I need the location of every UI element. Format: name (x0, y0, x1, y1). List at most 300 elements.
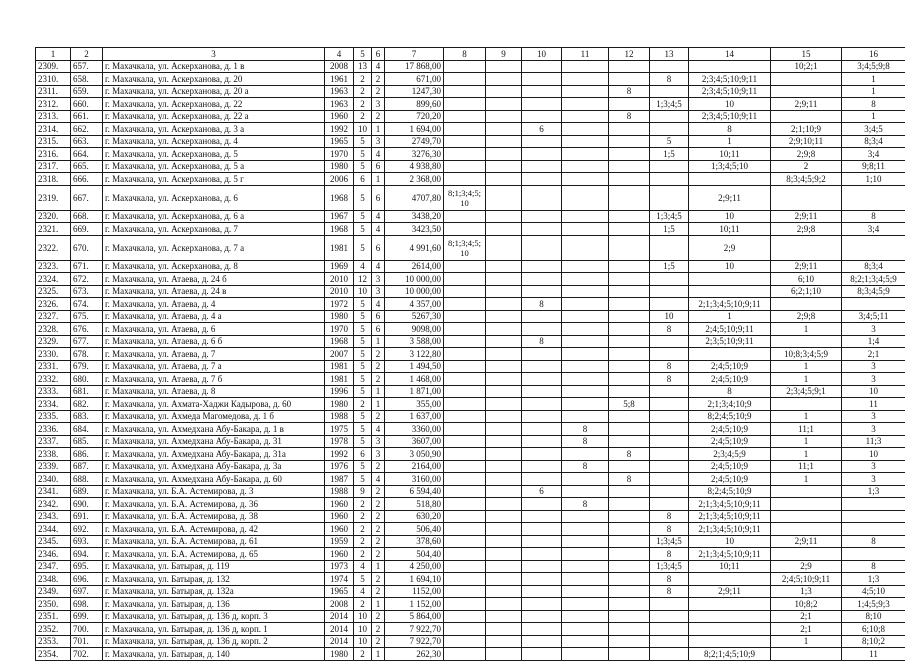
table-cell: 7 922,70 (385, 623, 444, 636)
table-cell: 10 (650, 310, 689, 323)
table-cell: 4 (354, 585, 372, 598)
table-cell: 2;1;3;4;5;10;9;11 (689, 523, 771, 536)
table-cell: 8 (609, 473, 650, 486)
table-cell (486, 160, 522, 173)
table-row (36, 60, 905, 73)
table-cell: 2351. (36, 610, 71, 623)
table-cell: 5 (354, 435, 372, 448)
table-cell (609, 73, 650, 86)
table-cell: 9 (354, 485, 372, 498)
table-cell (609, 648, 650, 661)
table-cell: 8 (650, 323, 689, 336)
table-cell (562, 110, 609, 123)
table-cell (486, 423, 522, 436)
table-cell: 685. (71, 435, 103, 448)
table-cell (609, 273, 650, 286)
table-cell: 2;3;4;5;10;9;11 (689, 73, 771, 86)
table-cell (444, 598, 486, 611)
table-cell (842, 185, 905, 210)
table-cell (771, 523, 842, 536)
table-cell (486, 573, 522, 586)
table-cell: 5 (354, 360, 372, 373)
table-cell: 2314. (36, 123, 71, 136)
table-cell: г. Махачкала, ул. Б.А. Астемирова, д. 42 (103, 523, 325, 536)
table-cell (609, 585, 650, 598)
table-cell: 1968 (325, 185, 354, 210)
table-cell (444, 310, 486, 323)
table-cell (444, 335, 486, 348)
table-cell (650, 398, 689, 411)
table-cell: 10 000,00 (385, 273, 444, 286)
table-cell (562, 623, 609, 636)
table-cell: г. Махачкала, ул. Атаева, д. 8 (103, 385, 325, 398)
table-cell: 1 (689, 135, 771, 148)
table-row (36, 448, 905, 461)
table-cell: 2;9;10;11 (771, 135, 842, 148)
table-cell (486, 635, 522, 648)
table-cell: 10 (842, 448, 905, 461)
table-cell (650, 410, 689, 423)
table-cell: 1980 (325, 310, 354, 323)
table-cell (609, 485, 650, 498)
table-cell: 5 (354, 148, 372, 161)
table-cell: 11 (842, 648, 905, 661)
table-cell: 4 (372, 298, 385, 311)
table-cell: 8;3;4 (842, 135, 905, 148)
table-cell (486, 510, 522, 523)
table-cell (444, 323, 486, 336)
table-cell (689, 273, 771, 286)
table-cell (522, 648, 562, 661)
table-cell: г. Махачкала, ул. Аскерханова, д. 6 (103, 185, 325, 210)
table-cell: 671,00 (385, 73, 444, 86)
table-cell (444, 298, 486, 311)
table-cell: 6 (522, 485, 562, 498)
table-cell: г. Махачкала, ул. Ахмедхана Абу-Бакара, д. 31а (103, 448, 325, 461)
table-cell: 8 (689, 385, 771, 398)
table-cell: 1 (372, 173, 385, 186)
table-cell (609, 523, 650, 536)
table-cell: 677. (71, 335, 103, 348)
table-cell: 2323. (36, 260, 71, 273)
table-cell: 355,00 (385, 398, 444, 411)
table-cell: 5 (354, 210, 372, 223)
table-row (36, 535, 905, 548)
table-cell: 2348. (36, 573, 71, 586)
table-cell: 8 (842, 210, 905, 223)
table-cell: 5 (354, 348, 372, 361)
table-cell: 3607,00 (385, 435, 444, 448)
table-cell: 2 (372, 585, 385, 598)
table-cell (522, 523, 562, 536)
table-cell (444, 560, 486, 573)
table-row (36, 235, 905, 260)
table-cell: 2 (354, 85, 372, 98)
table-cell: 2 (372, 85, 385, 98)
table-cell (562, 235, 609, 260)
table-cell: 702. (71, 648, 103, 661)
table-cell: 2329. (36, 335, 71, 348)
table-cell: 676. (71, 323, 103, 336)
table-cell (522, 310, 562, 323)
table-cell: 659. (71, 85, 103, 98)
table-cell (444, 498, 486, 511)
table-cell: 4 938,80 (385, 160, 444, 173)
table-cell (522, 473, 562, 486)
table-cell: 2331. (36, 360, 71, 373)
table-cell (486, 485, 522, 498)
table-cell: 2 (372, 348, 385, 361)
table-cell: 2 (354, 523, 372, 536)
table-cell (650, 423, 689, 436)
table-row (36, 523, 905, 536)
table-cell: 5 (354, 573, 372, 586)
table-cell (771, 298, 842, 311)
table-cell: 686. (71, 448, 103, 461)
table-cell: 1992 (325, 448, 354, 461)
table-cell: 2;9;11 (771, 535, 842, 548)
table-cell: 3;4 (842, 148, 905, 161)
table-cell: 1;3 (842, 485, 905, 498)
table-cell: 2 (372, 535, 385, 548)
table-cell (562, 323, 609, 336)
table-cell: 1 694,00 (385, 123, 444, 136)
table-cell: 2 (372, 573, 385, 586)
table-cell (444, 223, 486, 236)
table-cell: 1 694,10 (385, 573, 444, 586)
table-cell: 2337. (36, 435, 71, 448)
table-cell: 3 (372, 273, 385, 286)
table-cell: 1970 (325, 148, 354, 161)
table-cell: 8 (562, 423, 609, 436)
table-row (36, 135, 905, 148)
table-cell (771, 85, 842, 98)
table-cell: 666. (71, 173, 103, 186)
table-cell: 2350. (36, 598, 71, 611)
table-cell: 657. (71, 60, 103, 73)
table-cell: 1981 (325, 373, 354, 386)
table-cell: 1;5 (650, 260, 689, 273)
table-cell: 679. (71, 360, 103, 373)
table-cell: 2 (372, 523, 385, 536)
table-cell: 2322. (36, 235, 71, 260)
table-cell: 1963 (325, 98, 354, 111)
table-cell: 6 (522, 123, 562, 136)
table-cell: 5 (354, 298, 372, 311)
table-cell: г. Махачкала, ул. Батырая, д. 136 д, корп. 2 (103, 635, 325, 648)
table-cell (522, 73, 562, 86)
table-cell: 2316. (36, 148, 71, 161)
table-cell: 8 (562, 498, 609, 511)
table-cell: 1961 (325, 73, 354, 86)
table-cell (562, 123, 609, 136)
table-cell (562, 73, 609, 86)
table-cell: 10 (354, 635, 372, 648)
table-cell: 1 (372, 598, 385, 611)
table-cell (444, 135, 486, 148)
table-cell (486, 298, 522, 311)
table-cell (522, 235, 562, 260)
table-cell: 2319. (36, 185, 71, 210)
table-cell (522, 610, 562, 623)
table-cell: 504,40 (385, 548, 444, 561)
table-cell: 8;3;4;5;9 (842, 285, 905, 298)
table-cell: г. Махачкала, ул. Аскерханова, д. 7 а (103, 235, 325, 260)
table-row (36, 398, 905, 411)
table-cell: 8 (842, 560, 905, 573)
table-cell: 2344. (36, 523, 71, 536)
table-cell: 2 (354, 73, 372, 86)
table-cell (486, 535, 522, 548)
table-cell: 2;1;3;4;5;10;9;11 (689, 298, 771, 311)
table-cell (609, 623, 650, 636)
table-cell: 2;9;8 (771, 223, 842, 236)
table-row (36, 185, 905, 210)
table-row (36, 360, 905, 373)
table-cell: 695. (71, 560, 103, 573)
table-cell (609, 560, 650, 573)
table-cell: 5267,30 (385, 310, 444, 323)
table-row (36, 73, 905, 86)
table-cell (842, 523, 905, 536)
table-cell (562, 348, 609, 361)
table-cell: г. Махачкала, ул. Атаева, д. 6 (103, 323, 325, 336)
table-cell: 518,80 (385, 498, 444, 511)
table-cell (562, 335, 609, 348)
table-cell: 681. (71, 385, 103, 398)
column-header: 9 (486, 48, 522, 61)
table-cell (562, 448, 609, 461)
table-cell: 1960 (325, 523, 354, 536)
table-cell: 2 (372, 635, 385, 648)
table-cell: 6 (372, 160, 385, 173)
table-cell: 720,20 (385, 110, 444, 123)
table-cell (562, 85, 609, 98)
table-cell: г. Махачкала, ул. Ахмедхана Абу-Бакара, д. 3а (103, 460, 325, 473)
table-cell (609, 498, 650, 511)
table-cell (522, 598, 562, 611)
table-cell: 5 (354, 460, 372, 473)
table-cell: 8;2;4;5;10;9 (689, 410, 771, 423)
table-row (36, 473, 905, 486)
table-cell: 2 (354, 598, 372, 611)
table-cell (650, 598, 689, 611)
table-cell: 6 (372, 185, 385, 210)
table-cell: 4 (372, 148, 385, 161)
table-cell: 8;10;2 (842, 635, 905, 648)
table-cell (771, 485, 842, 498)
table-cell: 1;3;4;5 (650, 98, 689, 111)
table-cell: 4 (372, 260, 385, 273)
table-cell: 378,60 (385, 535, 444, 548)
table-cell: 1 871,00 (385, 385, 444, 398)
table-cell (650, 60, 689, 73)
table-cell (444, 273, 486, 286)
table-cell: 4 250,00 (385, 560, 444, 573)
table-cell: 2 (354, 535, 372, 548)
table-row (36, 610, 905, 623)
table-cell: 2325. (36, 285, 71, 298)
table-cell (609, 223, 650, 236)
table-cell (486, 85, 522, 98)
table-cell (650, 435, 689, 448)
table-cell: г. Махачкала, ул. Атаева, д. 4 а (103, 310, 325, 323)
table-cell (444, 523, 486, 536)
table-cell: 2332. (36, 373, 71, 386)
table-cell (444, 110, 486, 123)
table-row (36, 98, 905, 111)
table-cell: 4 (372, 60, 385, 73)
table-cell: 2313. (36, 110, 71, 123)
table-cell (486, 235, 522, 260)
table-cell (650, 123, 689, 136)
table-row (36, 510, 905, 523)
table-cell (609, 310, 650, 323)
table-cell: 1981 (325, 235, 354, 260)
table-cell: 4 (372, 473, 385, 486)
table-cell (522, 323, 562, 336)
table-cell (486, 360, 522, 373)
table-cell: 2;9;11 (771, 98, 842, 111)
table-cell: г. Махачкала, ул. Батырая, д. 136 (103, 598, 325, 611)
table-cell: 4 991,60 (385, 235, 444, 260)
table-cell: 700. (71, 623, 103, 636)
table-cell: 2;1;10;9 (771, 123, 842, 136)
table-row (36, 298, 905, 311)
table-cell: 1 (372, 123, 385, 136)
table-cell (609, 285, 650, 298)
table-cell (444, 623, 486, 636)
table-cell (486, 548, 522, 561)
table-cell: 2;4;5;10;9;11 (771, 573, 842, 586)
table-cell: 3;4;5;9;8 (842, 60, 905, 73)
table-cell: 8;2;4;5;10;9 (689, 485, 771, 498)
table-cell: 2341. (36, 485, 71, 498)
table-cell (444, 398, 486, 411)
table-cell: 3276,30 (385, 148, 444, 161)
table-cell: 13 (354, 60, 372, 73)
table-cell: 1960 (325, 110, 354, 123)
table-cell (771, 185, 842, 210)
table-cell: 1;3;4;5 (650, 560, 689, 573)
table-cell (444, 585, 486, 598)
table-cell: 1 (771, 473, 842, 486)
table-cell (444, 385, 486, 398)
table-cell: 1 (771, 410, 842, 423)
table-cell: 3 (842, 360, 905, 373)
table-cell: 1 (771, 435, 842, 448)
table-row (36, 273, 905, 286)
table-cell (486, 310, 522, 323)
table-cell (486, 98, 522, 111)
table-cell (522, 135, 562, 148)
table-cell: 1975 (325, 423, 354, 436)
table-cell: 11;1 (771, 460, 842, 473)
table-cell (486, 448, 522, 461)
table-cell: 1968 (325, 223, 354, 236)
table-cell: 2342. (36, 498, 71, 511)
table-cell: г. Махачкала, ул. Аскерханова, д. 8 (103, 260, 325, 273)
table-cell (842, 498, 905, 511)
table-cell: 2;9;11 (771, 210, 842, 223)
table-cell (689, 60, 771, 73)
table-cell: 3 122,80 (385, 348, 444, 361)
table-cell (609, 60, 650, 73)
table-row (36, 160, 905, 173)
table-cell: 1 (689, 310, 771, 323)
table-cell: 683. (71, 410, 103, 423)
table-cell (522, 148, 562, 161)
table-cell (609, 535, 650, 548)
table-cell (486, 610, 522, 623)
table-cell (444, 548, 486, 561)
table-cell (609, 598, 650, 611)
table-cell: 3 (842, 423, 905, 436)
table-cell (689, 173, 771, 186)
table-cell (444, 210, 486, 223)
table-cell (771, 498, 842, 511)
table-cell: г. Махачкала, ул. Атаева, д. 24 в (103, 285, 325, 298)
column-header: 10 (522, 48, 562, 61)
table-cell: 8 (562, 435, 609, 448)
table-cell: 2 (372, 110, 385, 123)
table-cell: 1;5 (650, 148, 689, 161)
table-cell: 2;4;5;10;9 (689, 435, 771, 448)
table-cell: 2345. (36, 535, 71, 548)
table-cell (562, 148, 609, 161)
column-header: 13 (650, 48, 689, 61)
table-cell (486, 335, 522, 348)
table-cell: 262,30 (385, 648, 444, 661)
table-cell: 2;9;11 (689, 585, 771, 598)
table-cell: г. Махачкала, ул. Аскерханова, д. 1 в (103, 60, 325, 73)
table-cell: 2;9;8 (771, 310, 842, 323)
table-cell (522, 560, 562, 573)
table-cell: 672. (71, 273, 103, 286)
table-cell: 10 (354, 123, 372, 136)
table-cell (562, 98, 609, 111)
table-cell (609, 260, 650, 273)
table-cell: 675. (71, 310, 103, 323)
table-cell (562, 173, 609, 186)
table-cell: 1;3 (771, 585, 842, 598)
table-cell (444, 510, 486, 523)
table-cell: 5 864,00 (385, 610, 444, 623)
table-cell: 2;4;5;10;9 (689, 423, 771, 436)
table-cell: 2343. (36, 510, 71, 523)
table-cell: 2008 (325, 598, 354, 611)
table-cell (650, 110, 689, 123)
column-header: 8 (444, 48, 486, 61)
table-cell: г. Махачкала, ул. Аскерханова, д. 7 (103, 223, 325, 236)
table-cell: 2;3;4;5;9;1 (771, 385, 842, 398)
column-header: 5 (354, 48, 372, 61)
table-cell: 2614,00 (385, 260, 444, 273)
table-row (36, 648, 905, 661)
table-cell: 1 (372, 648, 385, 661)
table-cell: 684. (71, 423, 103, 436)
table-cell: 8;3;4 (842, 260, 905, 273)
table-cell (444, 360, 486, 373)
table-cell (522, 360, 562, 373)
table-cell (522, 548, 562, 561)
table-cell: 11;3 (842, 435, 905, 448)
table-cell: 4707,80 (385, 185, 444, 210)
table-cell (562, 273, 609, 286)
table-cell: 10 (689, 535, 771, 548)
table-cell (522, 510, 562, 523)
table-cell: 1988 (325, 410, 354, 423)
